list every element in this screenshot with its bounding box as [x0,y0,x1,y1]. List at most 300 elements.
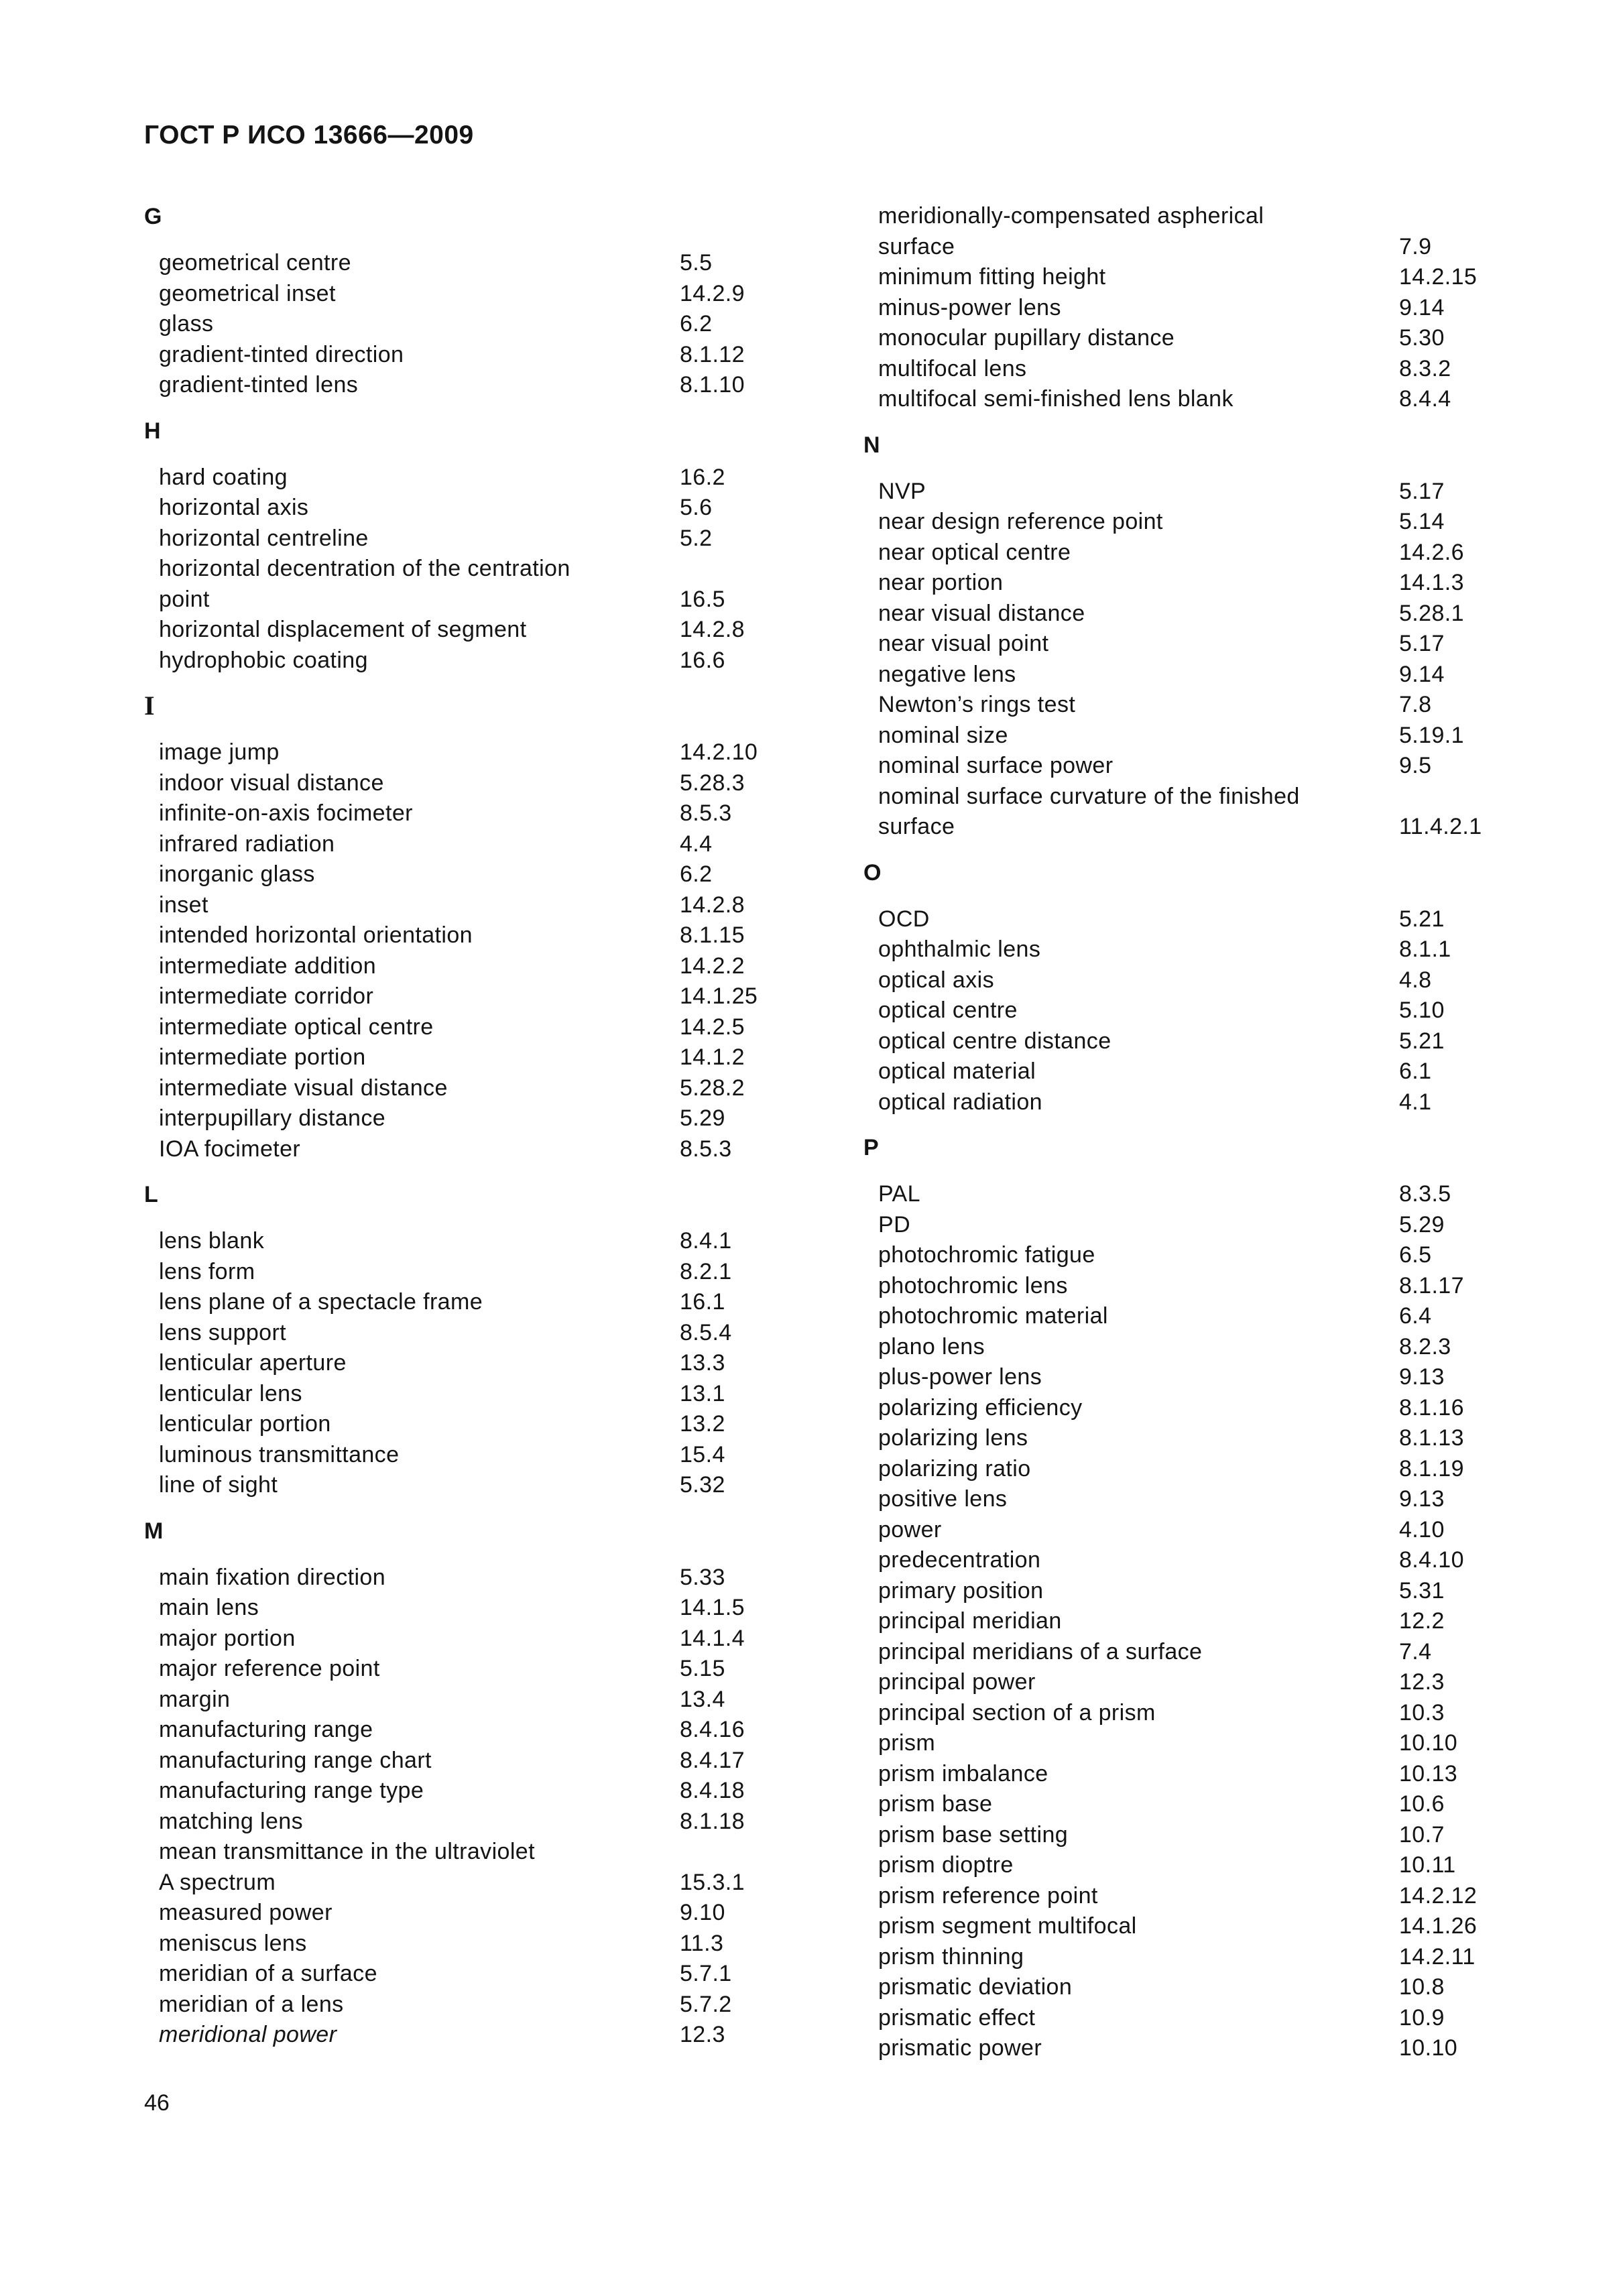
index-entry [144,1654,781,1685]
index-term: infinite-on-axis focimeter [159,800,413,826]
index-reference-number: 5.2 [680,525,713,551]
index-column-right [863,201,1507,2064]
index-entry [863,1667,1507,1698]
index-entry [144,1776,781,1807]
index-entry [863,1850,1507,1881]
index-term: image jump [159,739,280,765]
index-entry [863,354,1507,385]
index-reference-number: 6.4 [1399,1303,1432,1329]
index-reference-number: 4.10 [1399,1516,1445,1543]
index-term: minimum fitting height [878,264,1106,290]
index-reference-number: 10.6 [1399,1791,1445,1817]
index-term: infrared radiation [159,831,335,857]
index-entry [863,934,1507,965]
index-reference-number: 5.30 [1399,325,1445,351]
index-reference-number: 10.8 [1399,1974,1445,2000]
index-term: surface [878,233,955,259]
index-entry [863,751,1507,782]
index-entry [863,1728,1507,1759]
index-term: polarizing ratio [878,1455,1031,1482]
index-entry [144,1470,781,1501]
index-reference-number: 7.9 [1399,233,1432,259]
index-term: intermediate addition [159,953,377,979]
index-term: horizontal displacement of segment [159,617,527,642]
index-entry [144,890,781,921]
index-entry [144,1898,781,1929]
index-entry [863,1484,1507,1515]
index-entry [144,1624,781,1654]
index-entry [863,1972,1507,2003]
index-entry [863,690,1507,721]
index-reference-number: 10.10 [1399,1730,1458,1756]
index-term: lens form [159,1258,255,1284]
index-entry [144,340,781,371]
index-entry [863,1698,1507,1729]
index-term: PD [878,1211,911,1237]
index-reference-number: 14.2.5 [680,1014,745,1040]
index-section [863,1132,1507,2064]
index-reference-number: 8.1.16 [1399,1394,1464,1421]
index-term: prism thinning [878,1943,1024,1970]
index-reference-number: 5.32 [680,1472,725,1498]
index-term: geometrical centre [159,250,351,276]
page-number: 46 [144,2090,170,2116]
index-entry [144,1348,781,1379]
index-entry [144,1929,781,1959]
index-term: principal meridian [878,1608,1062,1634]
index-reference-number: 8.1.19 [1399,1455,1464,1482]
index-reference-number: 16.6 [680,647,725,673]
index-term: prismatic effect [878,2004,1036,2031]
index-section [144,1516,781,2051]
index-reference-number: 8.5.4 [680,1319,732,1345]
index-reference-number: 12.3 [680,2022,725,2047]
index-entry [144,1868,781,1898]
section-letter: I [144,690,155,721]
index-reference-number: 10.11 [1399,1852,1456,1878]
index-entry [863,1393,1507,1424]
index-reference-number: 10.7 [1399,1821,1445,1848]
index-reference-number: 12.2 [1399,1608,1445,1634]
index-term: gradient-tinted lens [159,372,359,398]
index-entry-line [144,1837,781,1868]
index-reference-number: 5.17 [1399,478,1445,504]
index-term: meridionally-compensated aspherical [878,203,1264,229]
section-letter: G [144,204,162,229]
index-term: intermediate visual distance [159,1075,448,1101]
index-reference-number: 9.5 [1399,753,1432,778]
index-reference-number: 5.29 [680,1105,725,1131]
index-term: surface [878,814,955,839]
index-entry [144,1563,781,1593]
index-reference-number: 8.4.1 [680,1228,732,1254]
index-reference-number: 7.4 [1399,1638,1432,1665]
index-entry [144,1409,781,1440]
index-entry [863,2033,1507,2064]
index-entry [144,1715,781,1746]
index-entry [863,629,1507,660]
index-reference-number: 14.1.2 [680,1044,745,1070]
index-term: lenticular aperture [159,1350,347,1376]
index-term: intermediate portion [159,1044,366,1070]
index-term: principal power [878,1669,1036,1695]
index-entry [144,1012,781,1043]
index-entry [144,524,781,554]
index-section [863,201,1507,415]
section-letter: H [144,418,161,444]
index-entry [144,309,781,340]
index-term: nominal size [878,722,1008,748]
index-entry [144,615,781,646]
index-term: power [878,1516,942,1543]
index-entry [144,493,781,524]
index-entry [144,920,781,951]
index-term: photochromic lens [878,1272,1068,1298]
index-reference-number: 9.14 [1399,661,1445,687]
index-term: horizontal axis [159,495,309,520]
index-term: principal meridians of a surface [878,1638,1203,1665]
index-reference-number: 13.4 [680,1686,725,1712]
index-reference-number: 14.2.2 [680,953,745,979]
index-entry [144,463,781,493]
index-reference-number: 7.8 [1399,692,1432,717]
index-entry [863,1637,1507,1668]
section-letter: L [144,1182,158,1207]
index-reference-number: 16.5 [680,586,725,612]
index-entry [144,279,781,310]
index-reference-number: 6.5 [1399,1242,1432,1268]
index-reference-number: 4.1 [1399,1089,1432,1115]
index-section [144,1179,781,1501]
index-section [144,690,781,1164]
index-section [863,857,1507,1118]
index-reference-number: 14.1.5 [680,1595,745,1620]
index-term: prismatic power [878,2035,1042,2061]
index-reference-number: 14.1.4 [680,1625,745,1651]
index-entry [144,981,781,1012]
index-reference-number: 14.1.25 [680,983,758,1009]
index-entry [863,904,1507,935]
index-reference-number: 8.4.18 [680,1778,745,1803]
index-term: ophthalmic lens [878,936,1041,962]
section-letter: P [863,1135,879,1160]
index-reference-number: 5.7.1 [680,1961,732,1986]
index-term: prism base [878,1791,993,1817]
index-term: multifocal lens [878,355,1027,381]
index-entry [144,737,781,768]
index-entry [144,1990,781,2020]
index-entry [863,538,1507,568]
index-term: horizontal centreline [159,525,369,551]
index-term: near optical centre [878,539,1071,565]
index-term: lenticular lens [159,1380,302,1406]
index-term: photochromic material [878,1303,1108,1329]
index-reference-number: 15.3.1 [680,1869,745,1895]
index-reference-number: 8.1.10 [680,372,745,398]
index-entry [863,1820,1507,1851]
index-entry [863,477,1507,507]
index-entry [863,1087,1507,1118]
index-term: plus-power lens [878,1364,1042,1390]
index-term: multifocal semi-finished lens blank [878,386,1234,412]
index-term: negative lens [878,661,1016,687]
index-entry [144,1440,781,1471]
index-reference-number: 5.5 [680,250,713,276]
index-entry [863,721,1507,751]
index-entry [144,768,781,799]
index-term: A spectrum [159,1869,276,1895]
index-entry [144,585,781,615]
index-term: hydrophobic coating [159,647,368,673]
index-entry [863,1026,1507,1057]
index-entry [863,1759,1507,1790]
section-letter: O [863,859,882,886]
index-entry [144,1103,781,1134]
index-entry [863,1332,1507,1363]
index-section [863,430,1507,843]
index-reference-number: 6.2 [680,861,713,887]
index-reference-number: 14.2.6 [1399,539,1464,565]
index-entry [863,1576,1507,1607]
index-reference-number: 14.2.8 [680,617,745,642]
index-term: optical radiation [878,1089,1042,1115]
index-term: prism [878,1730,936,1756]
index-entry [863,812,1507,843]
index-reference-number: 11.4.2.1 [1399,814,1482,839]
index-entry [863,568,1507,599]
index-term: plano lens [878,1333,985,1360]
index-entry [144,248,781,279]
index-reference-number: 5.28.2 [680,1075,745,1101]
index-entry [144,798,781,829]
index-reference-number: 8.1.13 [1399,1425,1464,1451]
index-term: intermediate corridor [159,983,374,1009]
index-reference-number: 8.1.1 [1399,936,1451,962]
index-term: lens plane of a spectacle frame [159,1289,483,1315]
index-term: nominal surface curvature of the finished [878,783,1300,809]
index-term: prism dioptre [878,1852,1014,1878]
index-reference-number: 4.8 [1399,967,1432,993]
index-reference-number: 14.2.8 [680,892,745,918]
index-entry [863,1545,1507,1576]
index-term: optical axis [878,967,994,993]
index-reference-number: 5.6 [680,495,713,520]
index-entry [144,1134,781,1165]
index-term: geometrical inset [159,280,336,306]
index-entry [863,1271,1507,1302]
index-entry [863,1423,1507,1454]
index-entry [144,646,781,676]
index-term: prism imbalance [878,1760,1048,1787]
index-reference-number: 8.2.3 [1399,1333,1451,1360]
index-term: horizontal decentration of the centration [159,556,570,581]
index-entry [863,965,1507,996]
index-entry [863,1789,1507,1820]
index-reference-number: 10.10 [1399,2035,1458,2061]
index-entry [863,995,1507,1026]
index-term: glass [159,311,214,337]
index-reference-number: 5.28.1 [1399,600,1464,626]
index-term: lens blank [159,1228,265,1254]
index-term: near design reference point [878,509,1163,534]
index-reference-number: 5.10 [1399,998,1445,1023]
index-entry [863,1942,1507,1973]
index-term: polarizing lens [878,1425,1028,1451]
index-reference-number: 10.9 [1399,2004,1445,2031]
index-section [144,201,781,401]
index-term: positive lens [878,1486,1008,1512]
index-reference-number: 9.13 [1399,1364,1445,1390]
index-reference-number: 16.2 [680,464,725,490]
index-reference-number: 6.2 [680,311,713,337]
index-term: main lens [159,1595,259,1620]
index-term: predecentration [878,1547,1041,1573]
index-term: manufacturing range chart [159,1747,432,1773]
index-term: lens support [159,1319,287,1345]
index-reference-number: 8.1.12 [680,341,745,367]
index-reference-number: 5.14 [1399,509,1445,534]
index-reference-number: 5.15 [680,1656,725,1681]
index-reference-number: 15.4 [680,1441,725,1467]
index-entry [144,370,781,401]
index-entry [144,1685,781,1715]
index-reference-number: 8.3.2 [1399,355,1451,381]
index-entry [144,1959,781,1990]
index-term: monocular pupillary distance [878,325,1175,351]
index-entry [863,1179,1507,1210]
index-reference-number: 16.1 [680,1289,725,1315]
index-term: intermediate optical centre [159,1014,434,1040]
index-term: manufacturing range type [159,1778,424,1803]
index-term: intended horizontal orientation [159,922,473,948]
index-section [144,416,781,676]
section-letter: M [144,1518,164,1544]
index-entry [863,1210,1507,1241]
index-entry [144,1807,781,1837]
index-reference-number: 5.21 [1399,1028,1445,1054]
index-term: prism segment multifocal [878,1913,1137,1939]
index-entry [863,1056,1507,1087]
index-term: optical material [878,1059,1036,1084]
index-term: optical centre distance [878,1028,1111,1054]
index-term: meniscus lens [159,1930,307,1956]
index-term: NVP [878,478,926,504]
index-entry [144,1746,781,1776]
index-entry [863,660,1507,690]
index-entry [863,323,1507,354]
page-header: ГОСТ Р ИСО 13666—2009 [144,121,474,149]
index-entry [144,1593,781,1624]
index-term: prism base setting [878,1821,1069,1848]
index-term: measured power [159,1900,333,1925]
index-entry [144,2020,781,2051]
index-reference-number: 5.19.1 [1399,722,1464,748]
index-reference-number: 9.13 [1399,1486,1445,1512]
index-reference-number: 5.17 [1399,631,1445,656]
index-reference-number: 8.1.15 [680,922,745,948]
index-term: matching lens [159,1808,303,1834]
index-entry-line [863,782,1507,812]
index-reference-number: 5.29 [1399,1211,1445,1237]
index-entry [144,1042,781,1073]
index-entry [863,384,1507,415]
index-reference-number: 12.3 [1399,1669,1445,1695]
index-reference-number: 14.2.10 [680,739,758,765]
index-reference-number: 8.3.5 [1399,1181,1451,1207]
index-term: PAL [878,1181,920,1207]
index-term: primary position [878,1577,1044,1604]
index-entry [863,293,1507,324]
index-reference-number: 14.1.26 [1399,1913,1478,1939]
index-reference-number: 14.2.9 [680,280,745,306]
index-entry [144,859,781,890]
index-entry [863,262,1507,293]
index-reference-number: 14.2.11 [1399,1943,1476,1970]
index-column-left [144,201,781,2051]
index-reference-number: 10.13 [1399,1760,1458,1787]
index-term: point [159,586,210,612]
index-entry [863,1515,1507,1546]
index-term: nominal surface power [878,753,1114,778]
index-term: main fixation direction [159,1564,386,1590]
index-term: OCD [878,906,930,932]
index-entry [144,951,781,982]
index-term: near portion [878,570,1004,595]
index-term: line of sight [159,1472,278,1498]
index-entry [144,1379,781,1410]
index-term: manufacturing range [159,1717,373,1742]
index-entry [863,1911,1507,1942]
index-reference-number: 8.1.18 [680,1808,745,1834]
index-term: near visual distance [878,600,1085,626]
index-entry [863,1301,1507,1332]
index-reference-number: 8.5.3 [680,1136,732,1162]
index-entry-line [863,201,1507,232]
index-entry [144,1073,781,1104]
index-term: prismatic deviation [878,1974,1073,2000]
index-term: optical centre [878,998,1018,1023]
index-entry [863,1454,1507,1485]
index-reference-number: 13.2 [680,1411,725,1437]
index-reference-number: 8.4.16 [680,1717,745,1742]
index-term: lenticular portion [159,1411,331,1437]
index-term: prism reference point [878,1882,1098,1909]
index-reference-number: 6.1 [1399,1059,1432,1084]
index-term: major reference point [159,1656,380,1681]
index-term: meridian of a surface [159,1961,377,1986]
index-entry [863,507,1507,538]
index-term: polarizing efficiency [878,1394,1083,1421]
index-term: hard coating [159,464,288,490]
index-reference-number: 8.1.17 [1399,1272,1464,1298]
index-reference-number: 9.10 [680,1900,725,1925]
index-entry [863,1362,1507,1393]
index-reference-number: 5.28.3 [680,770,745,796]
index-term: indoor visual distance [159,770,384,796]
index-entry [144,1287,781,1318]
index-term: meridional power [159,2022,337,2047]
index-entry [863,2003,1507,2034]
section-letter: N [863,432,880,458]
index-reference-number: 14.1.3 [1399,570,1464,595]
index-reference-number: 8.4.10 [1399,1547,1464,1573]
index-reference-number: 9.14 [1399,294,1445,320]
index-term: principal section of a prism [878,1699,1156,1726]
index-reference-number: 8.5.3 [680,800,732,826]
index-reference-number: 5.31 [1399,1577,1445,1604]
index-term: Newton’s rings test [878,692,1076,717]
index-reference-number: 8.4.17 [680,1747,745,1773]
